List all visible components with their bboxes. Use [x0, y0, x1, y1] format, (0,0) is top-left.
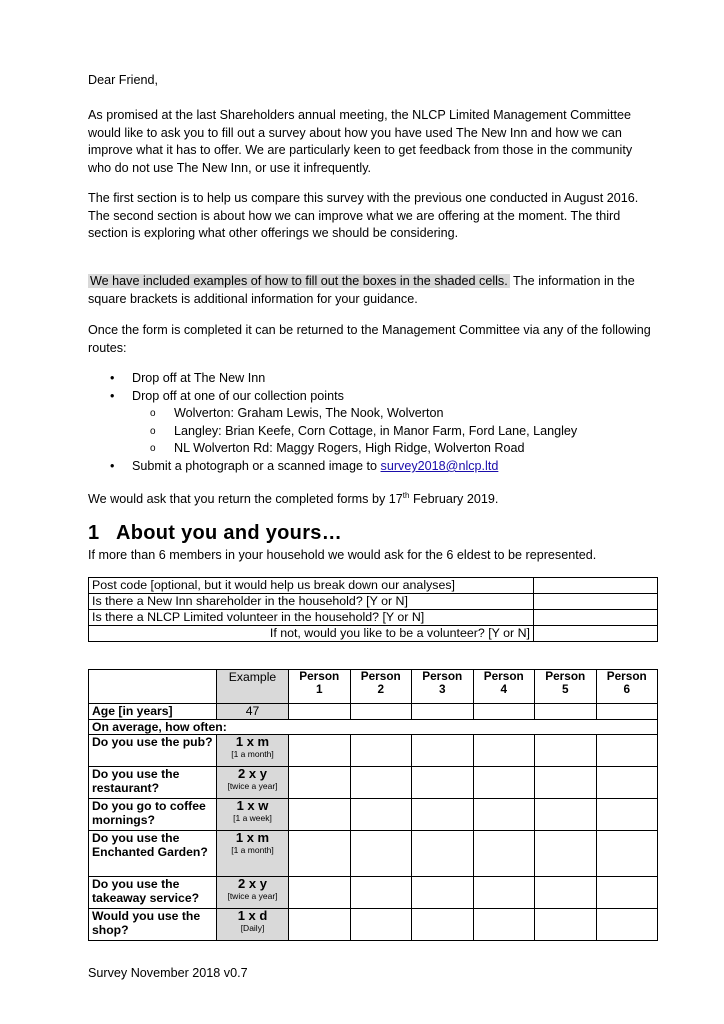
would-volunteer-answer-cell[interactable]: [534, 626, 658, 642]
examples-paragraph: [88, 273, 658, 308]
table-row: [89, 610, 658, 626]
example-cell: [217, 799, 289, 831]
table-header-row: [89, 670, 658, 704]
brackets-note: The information in the square brackets is additional information for your guidance.: [88, 274, 635, 306]
return-deadline: [88, 487, 658, 509]
person-1-header: [289, 670, 351, 704]
answer-cell[interactable]: [350, 767, 412, 799]
table-row: [89, 594, 658, 610]
answer-cell[interactable]: [596, 877, 658, 909]
person-word: Person: [299, 669, 340, 683]
route-new-inn: [110, 370, 577, 388]
collection-point-wolverton: o Wolverton: Graham Lewis, The Nook, Wolverton: [150, 405, 577, 423]
section-1-intro: If more than 6 members in your household we would ask for the 6 eldest to be represented.: [88, 548, 597, 562]
person-number: 2: [377, 682, 385, 696]
answer-cell[interactable]: [412, 735, 474, 767]
question-label: Do you go to coffee mornings?: [89, 799, 217, 831]
example-cell: [217, 909, 289, 941]
route-collection-points-text: Drop off at one of our collection points: [132, 388, 344, 403]
answer-cell[interactable]: [473, 799, 535, 831]
person-5-header: [535, 670, 597, 704]
question-row: [89, 799, 658, 831]
answer-cell[interactable]: [412, 909, 474, 941]
answer-cell[interactable]: [473, 831, 535, 877]
person-word: Person: [606, 669, 647, 683]
person-6-header: [596, 670, 658, 704]
question-row: [89, 877, 658, 909]
volunteer-question: Is there a NLCP Limited volunteer in the household? [Y or N]: [89, 610, 534, 626]
shaded-note: We have included examples of how to fill out the boxes in the shaded cells.: [90, 274, 508, 288]
answer-cell[interactable]: [535, 767, 597, 799]
question-row: [89, 735, 658, 767]
example-code: 1 x m: [235, 830, 270, 845]
answer-cell[interactable]: [535, 735, 597, 767]
survey-email-link[interactable]: survey2018@nlcp.ltd: [380, 458, 499, 473]
example-code: 1 x w: [236, 798, 269, 813]
shareholder-answer-cell[interactable]: [534, 594, 658, 610]
age-cell[interactable]: [289, 704, 351, 720]
answer-cell[interactable]: [535, 909, 597, 941]
answer-cell[interactable]: [596, 909, 658, 941]
example-cell: [217, 831, 289, 877]
question-label: Do you use the restaurant?: [89, 767, 217, 799]
question-row: [89, 767, 658, 799]
example-note: [twice a year]: [227, 781, 278, 791]
question-label: Do you use the pub?: [89, 735, 217, 767]
person-table: [88, 669, 658, 941]
would-volunteer-question: If not, would you like to be a volunteer? [Y or N]: [89, 626, 534, 642]
return-routes-list: [110, 370, 577, 476]
example-code: 1 x m: [235, 734, 270, 749]
answer-cell[interactable]: [535, 877, 597, 909]
question-row: [89, 909, 658, 941]
question-row: [89, 831, 658, 877]
route-new-inn-text: Drop off at The New Inn: [132, 371, 266, 385]
example-code: 2 x y: [238, 766, 267, 781]
age-example: 47: [217, 704, 289, 720]
example-note: [1 a month]: [231, 845, 274, 855]
example-code: 1 x d: [237, 908, 268, 923]
answer-cell[interactable]: [412, 831, 474, 877]
age-cell[interactable]: [535, 704, 597, 720]
route-submit-scan-text: Submit a photograph or a scanned image to: [132, 458, 381, 473]
question-label: Do you use the takeaway service?: [89, 877, 217, 909]
person-number: 1: [315, 682, 323, 696]
person-2-header: [350, 670, 412, 704]
how-often-row: [89, 720, 658, 735]
answer-cell[interactable]: [289, 877, 351, 909]
answer-cell[interactable]: [350, 831, 412, 877]
household-table: [88, 577, 658, 642]
answer-cell[interactable]: [596, 735, 658, 767]
postcode-question: Post code [optional, but it would help us break down our analyses]: [89, 578, 534, 594]
section-title: About you and yours…: [116, 522, 342, 544]
answer-cell[interactable]: [350, 735, 412, 767]
answer-cell[interactable]: [473, 767, 535, 799]
sections-paragraph: The first section is to help us compare this survey with the previous one conducted in August 2016. The second section is about how we can improve what we are offering at the moment. The third section is exploring what other offerings we should be considering.: [88, 191, 639, 240]
shareholder-question: Is there a New Inn shareholder in the household? [Y or N]: [89, 594, 534, 610]
how-often-label: On average, how often:: [89, 720, 658, 735]
answer-cell[interactable]: [412, 767, 474, 799]
person-number: 3: [438, 682, 446, 696]
section-number: 1: [88, 522, 100, 544]
postcode-answer-cell[interactable]: [534, 578, 658, 594]
answer-cell[interactable]: [289, 735, 351, 767]
table-row: [89, 626, 658, 642]
intro-paragraph: As promised at the last Shareholders annual meeting, the NLCP Limited Management Committee would like to ask you to fill out a survey about how you have used The New Inn and how we can improve what it has to offer. We are particularly keen to get feedback from those in the community who do not use The New Inn, or use it infrequently.: [88, 108, 633, 175]
example-cell: [217, 735, 289, 767]
example-note: [1 a week]: [233, 813, 272, 823]
answer-cell[interactable]: [412, 877, 474, 909]
example-cell: [217, 877, 289, 909]
age-row: [89, 704, 658, 720]
answer-cell[interactable]: [289, 799, 351, 831]
answer-cell[interactable]: [350, 877, 412, 909]
volunteer-answer-cell[interactable]: [534, 610, 658, 626]
person-number: 4: [500, 682, 508, 696]
return-deadline-text: We would ask that you return the completed forms by 17: [88, 492, 403, 507]
answer-cell[interactable]: [289, 909, 351, 941]
answer-cell[interactable]: [596, 767, 658, 799]
answer-cell[interactable]: [596, 831, 658, 877]
age-label: Age [in years]: [89, 704, 217, 720]
person-word: Person: [545, 669, 586, 683]
section-1-heading: [88, 522, 342, 545]
answer-cell[interactable]: [350, 909, 412, 941]
route-collection-points: [110, 388, 577, 458]
example-header: Example: [217, 670, 289, 704]
age-cell[interactable]: [596, 704, 658, 720]
age-cell[interactable]: [350, 704, 412, 720]
person-word: Person: [360, 669, 401, 683]
answer-cell[interactable]: [473, 877, 535, 909]
age-cell[interactable]: [473, 704, 535, 720]
header-blank-cell: [89, 670, 217, 704]
answer-cell[interactable]: [596, 799, 658, 831]
return-routes-paragraph: Once the form is completed it can be returned to the Management Committee via any of the following routes:: [88, 323, 651, 355]
person-number: 6: [623, 682, 631, 696]
age-cell[interactable]: [412, 704, 474, 720]
answer-cell[interactable]: [535, 799, 597, 831]
return-deadline-sup: th: [402, 491, 410, 500]
person-number: 5: [561, 682, 569, 696]
greeting: Dear Friend,: [88, 73, 158, 87]
table-row: [89, 578, 658, 594]
answer-cell[interactable]: [473, 735, 535, 767]
return-deadline-end: February 2019.: [409, 492, 499, 507]
example-note: [twice a year]: [227, 891, 278, 901]
collection-points-list: [132, 405, 577, 458]
answer-cell[interactable]: [350, 799, 412, 831]
collection-point-langley: o Langley: Brian Keefe, Corn Cottage, in Manor Farm, Ford Lane, Langley: [150, 423, 577, 441]
answer-cell[interactable]: [535, 831, 597, 877]
footer: Survey November 2018 v0.7: [88, 966, 248, 980]
example-code: 2 x y: [238, 876, 267, 891]
route-submit-scan: [110, 458, 577, 476]
collection-point-nl-wolverton-rd: o NL Wolverton Rd: Maggy Rogers, High Ridge, Wolverton Road: [150, 440, 577, 458]
example-note: [1 a month]: [231, 749, 274, 759]
person-4-header: [473, 670, 535, 704]
person-word: Person: [483, 669, 524, 683]
question-label: Would you use the shop?: [89, 909, 217, 941]
answer-cell[interactable]: [473, 909, 535, 941]
person-word: Person: [422, 669, 463, 683]
answer-cell[interactable]: [289, 831, 351, 877]
person-3-header: [412, 670, 474, 704]
answer-cell[interactable]: [289, 767, 351, 799]
answer-cell[interactable]: [412, 799, 474, 831]
example-note: [Daily]: [240, 923, 265, 933]
example-cell: [217, 767, 289, 799]
question-label: Do you use the Enchanted Garden?: [89, 831, 217, 877]
